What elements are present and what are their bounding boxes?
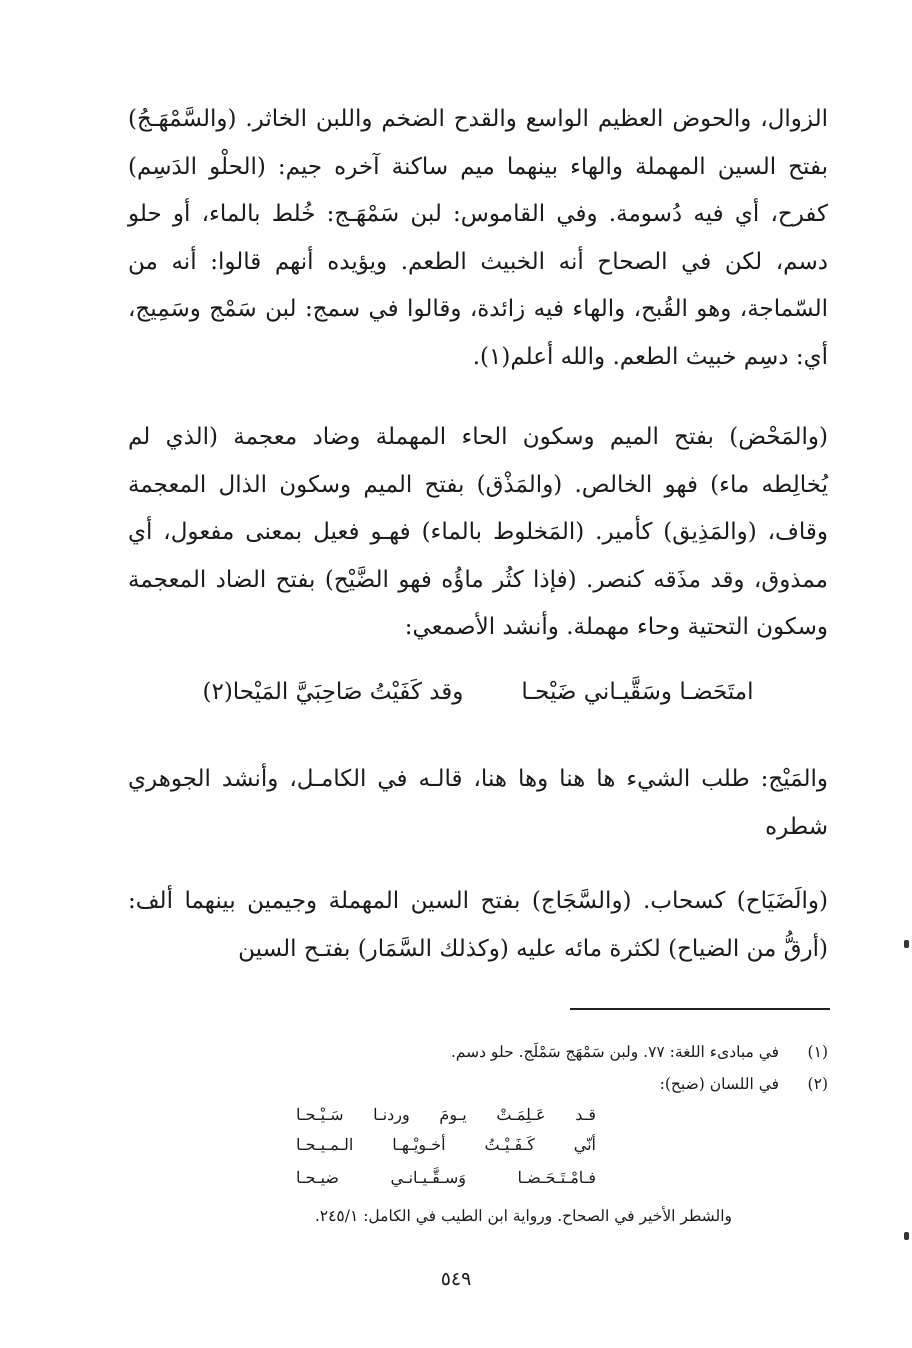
footnote-1 [451,1038,828,1066]
footnote-poem-line-2: أنّي كَـفَـيْـتُ أخـويْـهـا الـمـيـحـا [296,1135,596,1154]
footnote-2-text: في اللسان (ضبح): [659,1075,780,1093]
footnote-1-number: (١) [807,1043,828,1061]
page-number: ٥٤٩ [440,1268,472,1290]
footnote-1-text: في مبادىء اللغة: ٧٧. ولبن سَمْهَج سَمْلَج. حلو دسم. [450,1043,780,1061]
footnote-poem-line-1: قـد عَـلِمَـتْ يـومَ وردنـا سَـيْـحـا [296,1105,596,1124]
paragraph-maij: والمَيْج: طلب الشيء ها هنا وها هنا، قالـه في الكامـل، وأنشد الجوهري شطره [128,766,828,840]
footnote-separator [570,1008,830,1010]
verse-line [128,668,828,716]
scan-edge-mark [904,1232,909,1240]
footnote-2 [660,1070,828,1098]
footnote-poem-line-3: فـامْـتَـحَـضـا وَسـقَّـيـانـي ضيـحـا [296,1168,596,1187]
footnote-2-tail: والشطر الأخير في الصحاح. ورواية ابن الطيب في الكامل: ٢٤٥/١. [314,1207,732,1225]
paragraph-diyah: (والَضَيَاح) كسحاب. (والسَّجَاج) بفتح السين المهملة وجيمين بينهما ألف: (أرقُّ من الضياح) لكثرة مائه عليه (وكذلك السَّمَار) بفتـح السين [128,888,828,962]
verse-hemistich-first: امتَحَضـا وسَقَّيـاني ضَيْحـا [521,679,754,705]
footnote-2-number: (٢) [807,1075,828,1093]
scan-edge-mark [904,940,909,948]
paragraph-samhaj: الزوال، والحوض العظيم الواسع والقدح الضخم واللبن الخاثر. (والسَّمْهَـجُ) بفتح السين المهملة والهاء بينهما ميم ساكنة آخره جيم: (الحلْو الدَسِم) كفرح، أي فيه دُسومة. وفي القاموس: لبن سَمْهَـج: خُلط بالماء، أو حلو دسم، لكن في الصحاح أنه الخبيث الطعم. ويؤيده أنهم قالوا: أنه من السّماجة، وهو القُبح، والهاء فيه زائدة، وقالوا في سمج: لبن سَمْج وسَمِيج، أي: دسِم خبيث الطعم. والله أعلم(١). [128,106,828,370]
verse-hemistich-second: وقد كَفَيْتُ صَاحِبَيَّ المَيْحا(٢) [202,679,464,705]
paragraph-mahd: (والمَحْض) بفتح الميم وسكون الحاء المهملة وضاد معجمة (الذي لم يُخالِطه ماء) فهو الخالص. (والمَذْق) بفتح الميم وسكون الذال المعجمة وقاف، (والمَذِيق) كأمير. (المَخلوط بالماء) فهـو فعيل بمعنى مفعول، أي ممذوق، وقد مذَقه كنصر. (فإذا كثُر ماؤُه فهو الضَّيْح) بفتح الضاد المعجمة وسكون التحتية وحاء مهملة. وأنشد الأصمعي: [128,424,828,640]
